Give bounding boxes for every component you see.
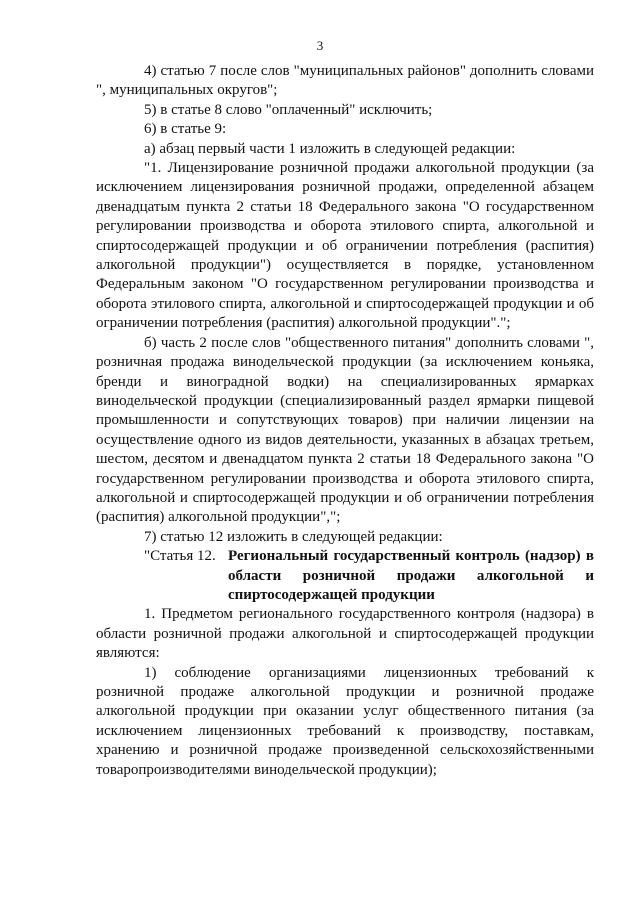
paragraph: 4) статью 7 после слов "муниципальных районов" дополнить словами ", муниципальных округов";: [96, 63, 594, 99]
paragraph: 7) статью 12 изложить в следующей редакции:: [144, 528, 443, 545]
paragraph: 1) соблюдение организациями лицензионных требований к розничной продаже алкогольной продукции и розничной продаже алкогольной продукции при оказании услуг общественного питания (за исключением лицензионных требований к производству, поставкам, хранению и розничной продаже произведенной сельскохозяйственными товаропроизводителями винодельческой продукции);: [96, 664, 594, 778]
paragraph: "1. Лицензирование розничной продажи алкогольной продукции (за исключением лицензирования розничной продажи, определенной абзацем двенадцатым пункта 2 статьи 18 Федерального закона "О государственном регулировании производства и оборота этилового спирта, алкогольной и спиртосодержащей продукции и об ограничении потребления (распития) алкогольной продукции") осуществляется в порядке, установленном Федеральным законом "О государственном регулировании производства и оборота этилового спирта, алкогольной и спиртосодержащей продукции и об ограничении потребления (распития) алкогольной продукции".";: [96, 160, 594, 332]
paragraph: 5) в статье 8 слово "оплаченный" исключить;: [144, 101, 433, 118]
paragraph: а) абзац первый части 1 изложить в следующей редакции:: [144, 140, 516, 157]
article-title: Региональный государственный контроль (надзор) в области розничной продажи алкогольной и спиртосодержащей продукции: [228, 548, 594, 603]
article-label: "Статья 12.: [144, 548, 216, 565]
article-heading: [96, 547, 594, 605]
paragraph: 6) в статье 9:: [144, 121, 227, 138]
paragraph: б) часть 2 после слов "общественного питания" дополнить словами ", розничная продажа винодельческой продукции (за исключением коньяка, бренди и виноградной водки) на специализированных ярмарках винодельческой продукции (специализированный раздел ярмарки пищевой промышленности и сопутствующих товаров) при наличии лицензии на осуществление одного из видов деятельности, указанных в абзацах третьем, шестом, десятом и двенадцатом пункта 2 статьи 18 Федерального закона "О государственном регулировании производства и оборота этилового спирта, алкогольной и спиртосодержащей продукции и об ограничении потребления (распития) алкогольной продукции",";: [96, 334, 594, 526]
paragraph: 1. Предметом регионального государственного контроля (надзора) в области розничной продажи алкогольной и спиртосодержащей продукции являются:: [96, 606, 594, 662]
page-number: 3: [316, 38, 324, 53]
document-body: [96, 62, 594, 780]
